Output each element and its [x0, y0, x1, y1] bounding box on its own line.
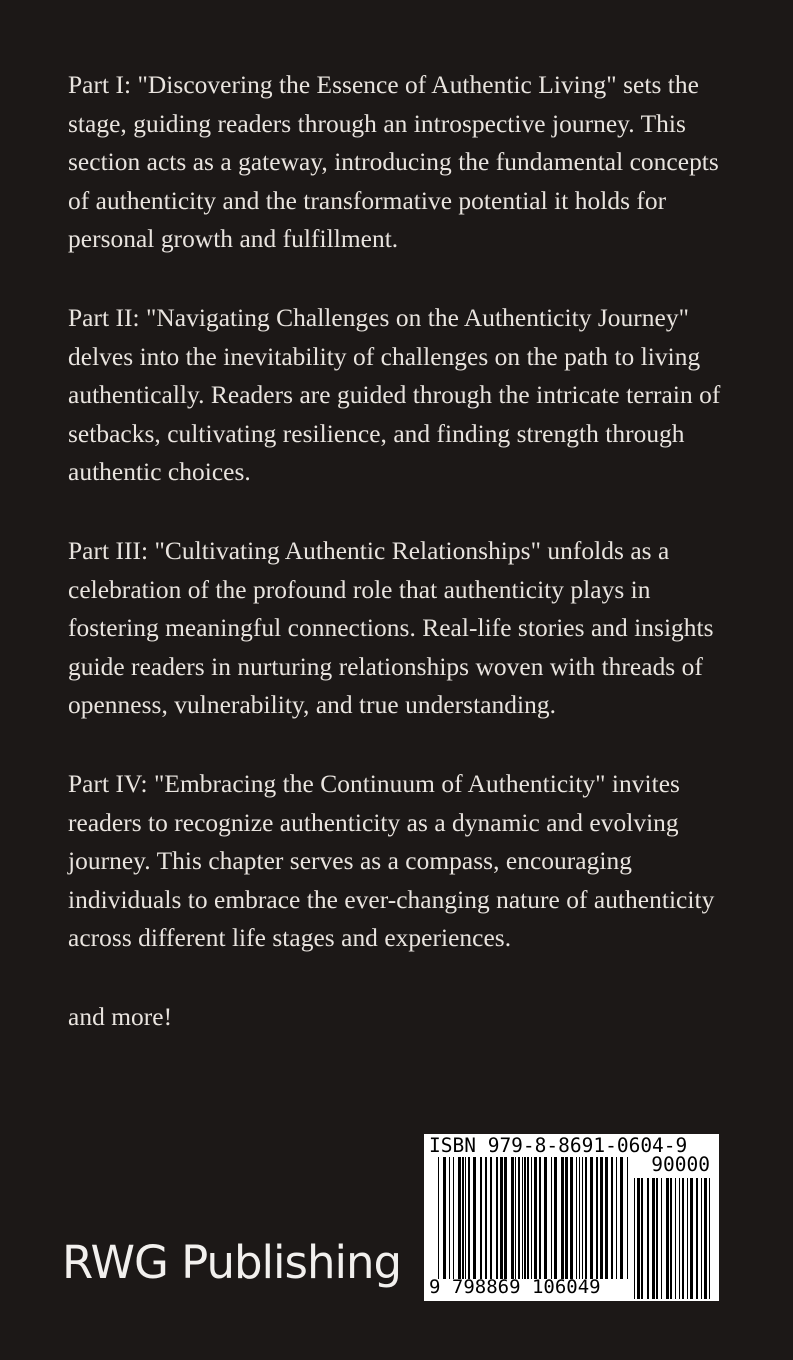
barcode-bar: [570, 1157, 573, 1279]
publisher-name: RWG Publishing: [62, 1236, 402, 1289]
isbn-label: ISBN 979-8-8691-0604-9: [429, 1134, 688, 1157]
barcode-bar: [701, 1178, 702, 1299]
price-addon-code: 90000: [651, 1153, 710, 1176]
barcode-bar: [511, 1157, 514, 1279]
barcode-bar: [709, 1178, 710, 1299]
barcode-bar: [490, 1157, 492, 1279]
barcode-bar: [647, 1178, 649, 1299]
barcode-bar: [687, 1178, 688, 1299]
barcode-bar: [485, 1157, 487, 1279]
barcode-bar: [600, 1157, 603, 1279]
barcode-bar: [616, 1157, 617, 1279]
barcode-bar: [576, 1157, 577, 1279]
barcode-bar: [518, 1157, 520, 1279]
barcode-bar: [473, 1157, 476, 1279]
isbn-barcode: [424, 1134, 719, 1301]
blurb-paragraph-part-1: Part I: "Discovering the Essence of Authentic Living" sets the stage, guiding readers through an introspective journey. This section acts as a gateway, introducing the fundamental concepts of authenticity and the transformative potential it holds for personal growth and fulfillment.: [68, 71, 719, 254]
barcode-bar: [661, 1178, 662, 1299]
barcode-bar: [666, 1178, 669, 1299]
barcode-bar: [561, 1157, 564, 1279]
blurb-paragraph-part-4: Part IV: "Embracing the Continuum of Authenticity" invites readers to recognize authenticity as a dynamic and evolving journey. This chapter serves as a compass, encouraging individuals to embrace the ever-changing nature of authenticity across different life stages and experiences.: [68, 769, 715, 953]
blurb-paragraph-part-3: Part III: "Cultivating Authentic Relationships" unfolds as a celebration of the profound role that authenticity plays in fostering meaningful connections. Real-life stories and insights guide readers in nurturing relationships woven with threads of openness, vulnerability, and true understanding.: [68, 536, 714, 720]
barcode-bar: [531, 1157, 532, 1279]
barcode-bar: [438, 1157, 439, 1279]
barcode-bar: [596, 1157, 598, 1279]
barcode-bar: [500, 1157, 503, 1279]
barcode-bar: [679, 1178, 680, 1299]
barcode-digits: 9 798869 106049: [429, 1276, 601, 1298]
barcode-bar: [670, 1178, 672, 1299]
barcode-bar: [652, 1178, 655, 1299]
barcode-bar: [443, 1157, 446, 1279]
blurb-closing-line: and more!: [68, 1002, 173, 1031]
barcode-bar: [627, 1157, 628, 1279]
barcode-bar: [675, 1178, 676, 1299]
barcode-bar: [634, 1178, 635, 1299]
barcode-bar: [465, 1157, 466, 1279]
barcode-bar: [682, 1178, 684, 1299]
barcode-bar: [551, 1157, 552, 1279]
barcode-bar: [527, 1157, 529, 1279]
barcode-bar: [496, 1157, 498, 1279]
barcode-bar: [539, 1157, 541, 1279]
barcode-bar: [480, 1157, 482, 1279]
barcode-bar: [590, 1157, 593, 1279]
barcode-bar: [522, 1157, 523, 1279]
barcode-bar: [565, 1157, 568, 1279]
barcode-bar: [690, 1178, 693, 1299]
barcode-bar: [449, 1157, 450, 1279]
barcode-bar: [637, 1178, 640, 1299]
barcode-bar: [605, 1157, 608, 1279]
barcode-bar: [504, 1157, 507, 1279]
barcode-bar: [524, 1157, 526, 1279]
barcode-bar: [544, 1157, 547, 1279]
barcode-bar: [585, 1157, 587, 1279]
ean-bars: [438, 1157, 628, 1279]
barcode-bar: [656, 1178, 658, 1299]
barcode-bar: [468, 1157, 470, 1279]
barcode-bar: [458, 1157, 461, 1279]
barcode-bar: [582, 1157, 583, 1279]
barcode-bar: [641, 1178, 643, 1299]
barcode-bar: [704, 1178, 707, 1299]
back-cover-blurb: [68, 66, 736, 1076]
barcode-bar: [579, 1157, 580, 1279]
barcode-bar: [554, 1157, 557, 1279]
barcode-bar: [462, 1157, 464, 1279]
barcode-bar: [696, 1178, 698, 1299]
barcode-bar: [453, 1157, 454, 1279]
blurb-paragraph-part-2: Part II: "Navigating Challenges on the Authenticity Journey" delves into the inevitability of challenges on the path to living authentically. Readers are guided through the intricate terrain of setbacks, cultivating resilience, and finding strength through authentic choices.: [68, 303, 721, 487]
barcode-bar: [515, 1157, 516, 1279]
addon-bars: [634, 1178, 710, 1299]
barcode-bar: [611, 1157, 613, 1279]
barcode-bar: [620, 1157, 623, 1279]
barcode-bar: [534, 1157, 537, 1279]
